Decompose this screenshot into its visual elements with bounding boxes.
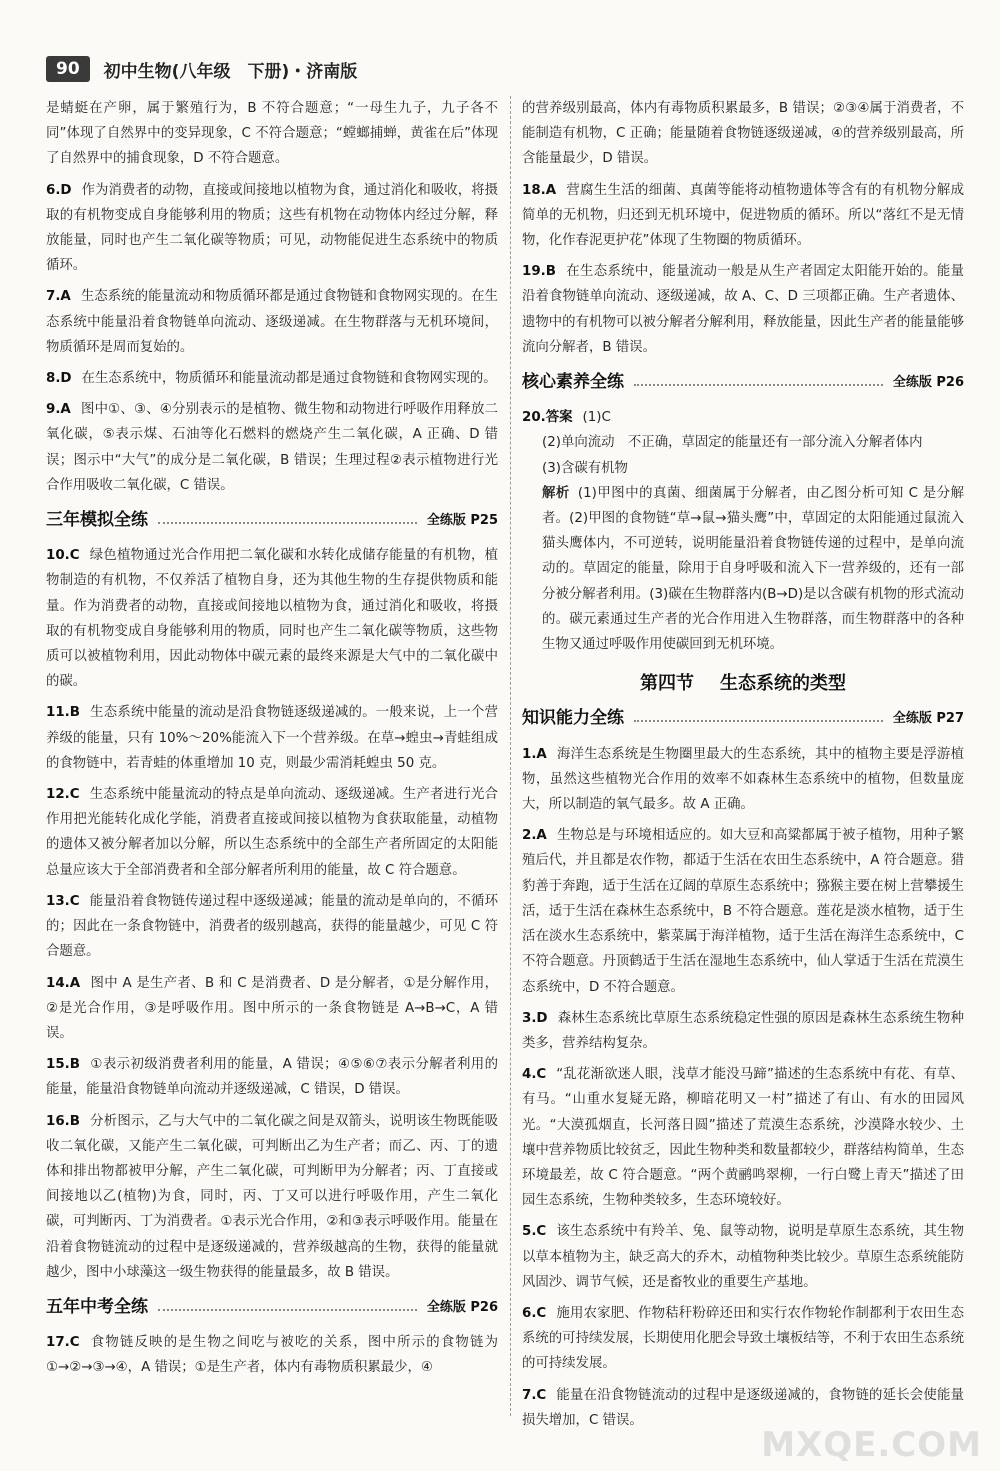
section-leader-dots [634, 384, 883, 386]
answer-number: 16.B [46, 1113, 80, 1129]
answer-item [46, 1052, 498, 1102]
section-header-wunian [46, 1295, 498, 1320]
answer-item [522, 178, 964, 254]
answer-number: 2.A [522, 828, 547, 844]
answer-number: 11.B [46, 705, 80, 721]
page-number: 90 [46, 56, 90, 82]
answer-line [522, 405, 964, 430]
answer-text: 海洋生态系统是生物圈里最大的生态系统，其中的植物主要是浮游植物，虽然这些植物光合作用的效率不如森林生态系统中的植物，但数量庞大，所以制造的氧气最多。故 A 正确。 [522, 746, 964, 813]
answer-number: 6.C [522, 1305, 547, 1321]
section-header-sannian [46, 508, 498, 533]
answer-text: 生态系统中能量的流动是沿食物链逐级递减的。一般来说，上一个营养级的能量，只有 10%～20%能流入下一个营养级。在草→蝗虫→青蛙组成的食物链中，若青蛙的体重增加 10 克，则最少需消耗蝗虫 50 克。 [46, 705, 498, 771]
answer-text: 该生态系统中有羚羊、兔、鼠等动物，说明是草原生态系统，其生物以草本植物为主，缺乏高大的乔木，动植物种类比较少。草原生态系统能防风固沙、调节气候，还是畜牧业的重要生产基地。 [522, 1224, 964, 1290]
answer-line: (3)含碳有机物 [542, 460, 628, 476]
answer-item [522, 1219, 964, 1295]
answer-item [46, 284, 498, 360]
answer-number: 1.A [522, 746, 547, 762]
section-title: 五年中考全练 [46, 1296, 148, 1317]
answer-text: 作为消费者的动物，直接或间接地以植物为食，通过消化和吸收，将摄取的有机物变成自身能够利用的物质；这些有机物在动物体内经过分解，释放能量，同时也产生二氧化碳等物质；可见，动物能促进生态系统中的物质循环。 [46, 182, 498, 274]
column-divider [510, 96, 511, 1416]
answer-item [46, 1330, 498, 1380]
answer-item [46, 178, 498, 279]
answer-number: 6.D [46, 182, 72, 198]
answer-text: 分析图示，乙与大气中的二氧化碳之间是双箭头，说明该生物既能吸收二氧化碳，又能产生二氧化碳，可判断出乙为生产者；而乙、丙、丁的遗体和排出物都被甲分解，产生二氧化碳，可判断甲为分解者；丙、丁直接或间接地以乙(植物)为食，同时，丙、丁又可以进行呼吸作用，产生二氧化碳，可判断丙、丁为消费者。①表示光合作用，②和③表示呼吸作用。能量在沿着食物链流动的过程中是逐级递减的，营养级越高的生物，获得的能量就越少，图中小球藻这一级生物获得的能量最多，故 B 错误。 [46, 1113, 498, 1280]
answer-number: 13.C [46, 893, 80, 909]
answer-item [522, 96, 964, 172]
answer-number: 4.C [522, 1067, 547, 1083]
chapter-number: 第四节 [640, 673, 694, 695]
answer-text: 的营养级别最高，体内有毒物质积累最多，B 错误；②③④属于消费者，不能制造有机物，C 正确；能量随着食物链逐级递减，④的营养级别最高，所含能量最少，D 错误。 [522, 101, 964, 167]
section-ref: 全练版 P26 [892, 375, 964, 391]
answer-item [46, 700, 498, 776]
section-ref: 全练版 P27 [892, 711, 964, 727]
answer-line: (2)单向流动 不正确，草固定的能量还有一部分流入分解者体内 [542, 435, 923, 451]
left-column [46, 96, 498, 1387]
answer-item [46, 96, 498, 172]
watermark-logo: MXQE.COM [761, 1425, 982, 1465]
answer-text: 生物总是与环境相适应的。如大豆和高粱都属于被子植物，用种子繁殖后代，并且都是农作物，都适于生活在农田生态系统中，A 符合题意。猎豹善于奔跑，适于生活在辽阔的草原生态系统中；猕猴主要在树上营攀援生活，适于生活在森林生态系统中，B 不符合题意。莲花是淡水植物，适于生活在淡水生态系统中，紫菜属于海洋植物，适于生活在海洋生态系统中，C 不符合题意。丹顶鹤适于生活在湿地生态系统中，仙人掌适于生活在荒漠生态系统中，D 不符合题意。 [522, 828, 964, 995]
answer-text: 施用农家肥、作物秸秆粉碎还田和实行农作物轮作制都利于农田生态系统的可持续发展，长期使用化肥会导致土壤板结等，不利于农田生态系统的可持续发展。 [522, 1305, 964, 1372]
section-title: 核心素养全练 [522, 372, 624, 393]
answer-text: 森林生态系统比草原生态系统稳定性强的原因是森林生态系统生物种类多，营养结构复杂。 [522, 1010, 964, 1051]
answer-number: 20.答案 [522, 410, 573, 426]
answer-text: ①表示初级消费者利用的能量，A 错误；④⑤⑥⑦表示分解者利用的能量，能量沿食物链单向流动并逐级递减，C 错误，D 错误。 [46, 1057, 498, 1098]
answer-number: 15.B [46, 1057, 80, 1073]
answer-number: 14.A [46, 975, 81, 991]
answer-item [46, 1109, 498, 1285]
answer-text: “乱花渐欲迷人眼，浅草才能没马蹄”描述的生态系统中有花、有草、有马。“山重水复疑无路，柳暗花明又一村”描述了有山、有水的田园风光。“大漠孤烟直，长河落日圆”描述了荒漠生态系统，沙漠降水较少、土壤中营养物质比较贫乏，因此生物种类和数量都较少，群落结构简单，生态环境最差，故 C 符合题意。“两个黄鹂鸣翠柳，一行白鹭上青天”描述了田园生态系统，生物种类较多，生态环境较好。 [522, 1067, 964, 1209]
answer-text: 在生态系统中，能量流动一般是从生产者固定太阳能开始的。能量沿着食物链单向流动、逐级递减，故 A、C、D 三项都正确。生产者遗体、遗物中的有机物可以被分解者分解利用，释放能量，因此生产者的能量能够流向分解者，B 错误。 [522, 264, 964, 355]
answer-item [46, 366, 498, 391]
answer-text: 营腐生生活的细菌、真菌等能将动植物遗体等含有的有机物分解成简单的无机物，归还到无机环境中，促进物质的循环。所以“落红不是无情物，化作春泥更护花”体现了生物圈的物质循环。 [522, 182, 964, 249]
answer-number: 3.D [522, 1010, 548, 1026]
answer-item [46, 397, 498, 498]
answer-text: 能量沿着食物链传递过程中逐级递减；能量的流动是单向的，不循环的；因此在一条食物链中，消费者的级别越高，获得的能量越少，可见 C 符合题意。 [46, 893, 498, 960]
section-header-hexin [522, 370, 964, 395]
section-leader-dots [158, 522, 417, 524]
answer-text: 食物链反映的是生物之间吃与被吃的关系，图中所示的食物链为①→②→③→④，A 错误；①是生产者，体内有毒物质积累最少，④ [46, 1335, 498, 1376]
answer-number: 8.D [46, 371, 72, 387]
analysis-tag: 解析 [542, 485, 570, 501]
answer-text: 是蜻蜓在产卵，属于繁殖行为，B 不符合题意；“一母生九子，九子各不同”体现了自然界中的变异现象，C 不符合题意；“螳螂捕蝉，黄雀在后”体现了自然界中的捕食现象，D 不符合题意。 [46, 101, 498, 167]
section-ref: 全练版 P25 [426, 513, 498, 529]
answer-item [46, 971, 498, 1047]
answer-item [522, 259, 964, 360]
section-title: 知识能力全练 [522, 708, 624, 729]
answer-item [522, 1301, 964, 1377]
section-leader-dots [158, 1309, 417, 1311]
answer-number: 5.C [522, 1224, 547, 1240]
answer-text: 图中 A 是生产者、B 和 C 是消费者、D 是分解者，①是分解作用，②是光合作用，③是呼吸作用。图中所示的一条食物链是 A→B→C，A 错误。 [46, 975, 498, 1041]
answer-number: 12.C [46, 787, 80, 803]
answer-part: (1)C [582, 410, 611, 426]
section-leader-dots [634, 720, 883, 722]
answer-text: 图中①、③、④分别表示的是植物、微生物和动物进行呼吸作用释放二氧化碳，⑤表示煤、石油等化石燃料的燃烧产生二氧化碳，A 正确、D 错误；图示中“大气”的成分是二氧化碳，B 错误；生理过程②表示植物进行光合作用吸收二氧化碳，C 错误。 [46, 402, 498, 493]
chapter-title [522, 671, 964, 696]
answer-20 [522, 405, 964, 657]
answer-number: 7.A [46, 289, 71, 305]
answer-text: 生态系统中能量流动的特点是单向流动、逐级递减。生产者进行光合作用把光能转化成化学能，消费者直接或间接以植物为食获取能量，动植物的遗体又被分解者加以分解，所以生态系统中的全部生产者所固定的太阳能总量应该大于全部消费者和全部分解者所利用的能量，故 C 符合题意。 [46, 787, 498, 878]
answer-item [522, 1062, 964, 1213]
answer-text: 能量在沿食物链流动的过程中是逐级递减的，食物链的延长会使能量损失增加，C 错误。 [522, 1387, 964, 1428]
section-title: 三年模拟全练 [46, 510, 148, 531]
answer-number: 17.C [46, 1335, 80, 1351]
book-title: 初中生物(八年级 下册)・济南版 [103, 61, 358, 82]
answer-item [46, 543, 498, 694]
analysis [522, 481, 964, 657]
answer-number: 9.A [46, 402, 71, 418]
section-ref: 全练版 P26 [426, 1299, 498, 1315]
answer-number: 18.A [522, 182, 557, 198]
answer-item [46, 782, 498, 883]
analysis-text: (1)甲图中的真菌、细菌属于分解者，由乙图分析可知 C 是分解者。(2)甲图的食物链“草→鼠→猫头鹰”中，草固定的太阳能通过鼠流入猫头鹰体内，不可逆转，说明能量沿着食物链传递的过程中，是单向流动的。草固定的能量，除用于自身呼吸和流入下一营养级的，还有一部分被分解者利用。(3)碳在生物群落内(B→D)是以含碳有机物的形式流动的。碳元素通过生产者的光合作用进入生物群落，而生物群落中的各种生物又通过呼吸作用使碳回到无机环境。 [542, 485, 964, 653]
chapter-name: 生态系统的类型 [720, 673, 846, 695]
page-header [46, 56, 357, 82]
answer-item [522, 823, 964, 999]
answer-item [522, 1006, 964, 1056]
section-header-zhishi [522, 706, 964, 731]
answer-item [46, 889, 498, 965]
answer-text: 绿色植物通过光合作用把二氧化碳和水转化成储存能量的有机物，植物制造的有机物，不仅养活了植物自身，还为其他生物的生存提供物质和能量。作为消费者的动物，直接或间接地以植物为食，通过消化和吸收，将摄取的有机物变成自身能够利用的物质，同时也产生二氧化碳等物质，这些物质可以被植物利用，因此动物体中碳元素的最终来源是大气中的二氧化碳中的碳。 [46, 548, 498, 690]
answer-number: 10.C [46, 548, 80, 564]
answer-text: 在生态系统中，物质循环和能量流动都是通过食物链和食物网实现的。 [81, 371, 497, 387]
right-column [522, 96, 964, 1439]
answer-item [522, 742, 964, 818]
answer-number: 7.C [522, 1387, 547, 1403]
answer-text: 生态系统的能量流动和物质循环都是通过食物链和食物网实现的。在生态系统中能量沿着食物链单向流动、逐级递减。在生物群落与无机环境间，物质循环是周而复始的。 [46, 289, 498, 355]
answer-number: 19.B [522, 264, 556, 280]
